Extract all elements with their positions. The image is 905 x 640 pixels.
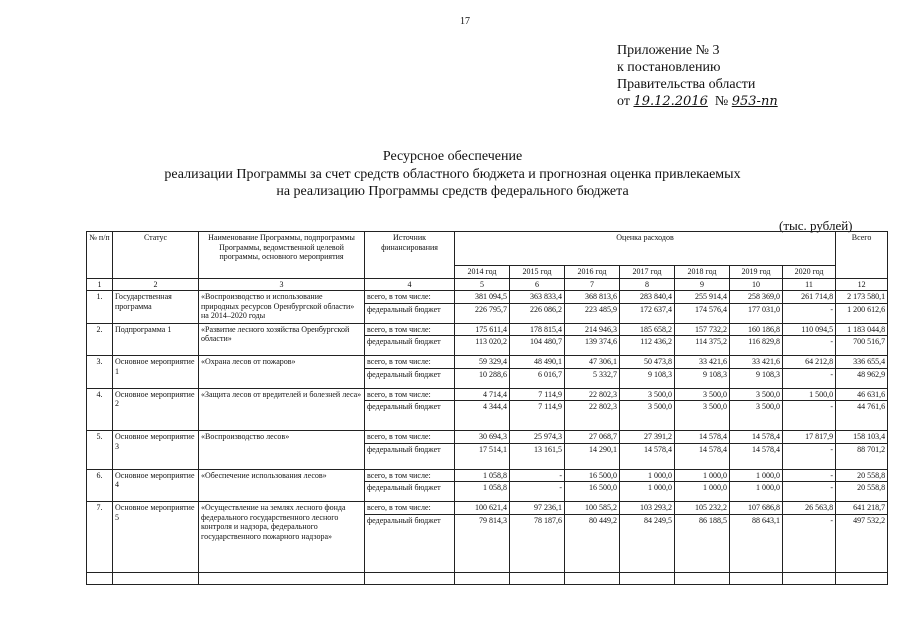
header-total: Всего [836,232,888,279]
value-cell: 14 290,1 [565,443,620,469]
col-number: 8 [620,278,675,291]
col-number: 9 [675,278,730,291]
header-row [87,232,888,266]
appendix-line-2: к постановлению [617,60,721,75]
value-cell: 223 485,9 [565,303,620,323]
row-number: 6. [87,469,113,502]
value-cell: 80 449,2 [565,514,620,572]
value-cell: 9 108,3 [620,368,675,388]
value-cell: 368 813,6 [565,291,620,304]
row-source: федеральный бюджет [365,443,455,469]
empty-cell [836,572,888,584]
year-cell: 2015 год [510,266,565,279]
value-cell: 226 086,2 [510,303,565,323]
value-cell: 283 840,4 [620,291,675,304]
title-line-2: реализации Программы за счет средств областного бюджета и прогнозная оценка привлекаемых [164,167,741,182]
value-cell: 139 374,6 [565,336,620,356]
value-cell: 59 329,4 [455,356,510,369]
value-cell: 112 436,2 [620,336,675,356]
value-cell: 30 694,3 [455,431,510,444]
value-cell: 33 421,6 [675,356,730,369]
year-cell: 2014 год [455,266,510,279]
table-row [87,323,888,336]
year-cell: 2019 год [730,266,783,279]
value-cell: 97 236,1 [510,502,565,515]
value-cell: 7 114,9 [510,388,565,401]
value-cell: - [783,482,836,502]
total-cell: 2 173 580,1 [836,291,888,304]
value-cell: 26 563,8 [783,502,836,515]
resource-table [86,231,888,585]
header-name: Наименование Программы, подпрограммы Программы, ведомственной целевой программы, основного мероприятия [199,232,365,279]
value-cell: 1 058,8 [455,469,510,482]
row-number: 7. [87,502,113,573]
value-cell: 261 714,8 [783,291,836,304]
date-prefix: от [617,94,630,109]
value-cell: - [783,469,836,482]
year-cell: 2016 год [565,266,620,279]
row-name: «Защита лесов от вредителей и болезней леса» [199,388,365,431]
title-line-1: Ресурсное обеспечение [382,149,523,164]
value-cell: 47 306,1 [565,356,620,369]
empty-cell [113,572,199,584]
value-cell: 157 732,2 [675,323,730,336]
header-num: № п/п [87,232,113,279]
value-cell: 64 212,8 [783,356,836,369]
total-cell: 700 516,7 [836,336,888,356]
header-estimate: Оценка расходов [455,232,836,266]
value-cell: 258 369,0 [730,291,783,304]
col-number: 3 [199,278,365,291]
value-cell: 1 500,0 [783,388,836,401]
row-source: всего, в том числе: [365,469,455,482]
year-cell: 2020 год [783,266,836,279]
value-cell: - [783,303,836,323]
table-row [87,431,888,444]
row-number: 2. [87,323,113,356]
row-status: Основное мероприятие 1 [113,356,199,389]
value-cell: 255 914,4 [675,291,730,304]
col-number: 6 [510,278,565,291]
empty-cell [365,572,455,584]
value-cell: 1 000,0 [675,482,730,502]
total-cell: 336 655,4 [836,356,888,369]
column-numbers-row [87,278,888,291]
total-cell: 88 701,2 [836,443,888,469]
row-name: «Развитие лесного хозяйства Оренбургской области» [199,323,365,356]
value-cell: 14 578,4 [620,443,675,469]
row-name: «Воспроизводство лесов» [199,431,365,470]
value-cell: 160 186,8 [730,323,783,336]
value-cell: 3 500,0 [620,388,675,401]
row-status: Основное мероприятие 4 [113,469,199,502]
handwritten-date: 19.12.2016 [633,94,708,109]
appendix-date-line [617,93,778,110]
value-cell: 5 332,7 [565,368,620,388]
value-cell: - [510,469,565,482]
empty-cell [510,572,565,584]
year-cell: 2018 год [675,266,730,279]
row-number: 4. [87,388,113,431]
col-number: 11 [783,278,836,291]
value-cell: 27 068,7 [565,431,620,444]
header-status: Статус [113,232,199,279]
value-cell: 363 833,4 [510,291,565,304]
empty-cell [455,572,510,584]
value-cell: 1 000,0 [730,482,783,502]
row-name: «Осуществление на землях лесного фонда федерального государственного лесного контроля и надзора, федерального государственного пожарного надзора» [199,502,365,573]
table-row [87,291,888,304]
value-cell: 174 576,4 [675,303,730,323]
value-cell: 177 031,0 [730,303,783,323]
value-cell: 3 500,0 [675,388,730,401]
empty-cell [675,572,730,584]
value-cell: 113 020,2 [455,336,510,356]
value-cell: - [783,336,836,356]
row-status: Основное мероприятие 5 [113,502,199,573]
title-line-3: на реализацию Программы средств федерального бюджета [276,184,629,199]
col-number: 5 [455,278,510,291]
value-cell: 185 658,2 [620,323,675,336]
col-number: 7 [565,278,620,291]
value-cell: 178 815,4 [510,323,565,336]
value-cell: - [783,514,836,572]
value-cell: 116 829,8 [730,336,783,356]
value-cell: 14 578,4 [675,443,730,469]
value-cell: 17 514,1 [455,443,510,469]
row-status: Основное мероприятие 3 [113,431,199,470]
row-status: Основное мероприятие 2 [113,388,199,431]
value-cell: 17 817,9 [783,431,836,444]
handwritten-number: 953-пп [731,94,778,109]
value-cell: 50 473,8 [620,356,675,369]
col-number: 10 [730,278,783,291]
appendix-line-3: Правительства области [617,77,756,92]
value-cell: 13 161,5 [510,443,565,469]
value-cell: 79 814,3 [455,514,510,572]
appendix-line-1: Приложение № 3 [617,43,720,58]
table-row [87,356,888,369]
value-cell: - [510,482,565,502]
value-cell: 114 375,2 [675,336,730,356]
value-cell: 381 094,5 [455,291,510,304]
value-cell: 27 391,2 [620,431,675,444]
total-cell: 20 558,8 [836,469,888,482]
value-cell: 4 714,4 [455,388,510,401]
row-source: федеральный бюджет [365,368,455,388]
value-cell: 14 578,4 [675,431,730,444]
value-cell: 110 094,5 [783,323,836,336]
value-cell: 107 686,8 [730,502,783,515]
row-source: федеральный бюджет [365,401,455,431]
value-cell: - [783,401,836,431]
empty-cell [620,572,675,584]
row-source: всего, в том числе: [365,291,455,304]
units-label: (тыс. рублей) [779,218,853,233]
total-cell: 1 200 612,6 [836,303,888,323]
value-cell: 3 500,0 [730,388,783,401]
value-cell: 214 946,3 [565,323,620,336]
value-cell: 3 500,0 [675,401,730,431]
page-number: 17 [460,16,470,27]
table-row [87,388,888,401]
value-cell: 3 500,0 [620,401,675,431]
row-source: всего, в том числе: [365,356,455,369]
value-cell: 1 058,8 [455,482,510,502]
col-number: 2 [113,278,199,291]
total-cell: 48 962,9 [836,368,888,388]
empty-cell [783,572,836,584]
table-row [87,469,888,482]
value-cell: 78 187,6 [510,514,565,572]
value-cell: 33 421,6 [730,356,783,369]
value-cell: 9 108,3 [730,368,783,388]
col-number: 1 [87,278,113,291]
appendix-block [617,42,778,110]
value-cell: 14 578,4 [730,443,783,469]
value-cell: 105 232,2 [675,502,730,515]
row-source: всего, в том числе: [365,388,455,401]
total-cell: 1 183 044,8 [836,323,888,336]
value-cell: 4 344,4 [455,401,510,431]
value-cell: 22 802,3 [565,401,620,431]
row-source: всего, в том числе: [365,431,455,444]
value-cell: 104 480,7 [510,336,565,356]
value-cell: 84 249,5 [620,514,675,572]
row-status: Государственная программа [113,291,199,324]
value-cell: 48 490,1 [510,356,565,369]
col-number: 12 [836,278,888,291]
col-number: 4 [365,278,455,291]
total-cell: 158 103,4 [836,431,888,444]
row-source: всего, в том числе: [365,323,455,336]
row-number: 3. [87,356,113,389]
value-cell: 14 578,4 [730,431,783,444]
row-number: 1. [87,291,113,324]
value-cell: 10 288,6 [455,368,510,388]
value-cell: 172 637,4 [620,303,675,323]
row-name: «Обеспечение использования лесов» [199,469,365,502]
year-cell: 2017 год [620,266,675,279]
value-cell: 16 500,0 [565,469,620,482]
table-body [87,232,888,585]
row-source: федеральный бюджет [365,303,455,323]
value-cell: - [783,368,836,388]
value-cell: 1 000,0 [620,482,675,502]
value-cell: 7 114,9 [510,401,565,431]
row-source: федеральный бюджет [365,514,455,572]
row-source: всего, в том числе: [365,502,455,515]
value-cell: 226 795,7 [455,303,510,323]
total-cell: 20 558,8 [836,482,888,502]
value-cell: 175 611,4 [455,323,510,336]
table-row [87,502,888,515]
value-cell: 1 000,0 [675,469,730,482]
empty-cell [87,572,113,584]
row-source: федеральный бюджет [365,336,455,356]
value-cell: 16 500,0 [565,482,620,502]
value-cell: 9 108,3 [675,368,730,388]
row-source: федеральный бюджет [365,482,455,502]
total-cell: 497 532,2 [836,514,888,572]
value-cell: 3 500,0 [730,401,783,431]
value-cell: 1 000,0 [620,469,675,482]
empty-cell [199,572,365,584]
value-cell: 86 188,5 [675,514,730,572]
value-cell: 6 016,7 [510,368,565,388]
value-cell: 22 802,3 [565,388,620,401]
value-cell: 88 643,1 [730,514,783,572]
row-status: Подпрограмма 1 [113,323,199,356]
total-cell: 44 761,6 [836,401,888,431]
total-cell: 46 631,6 [836,388,888,401]
row-name: «Воспроизводство и использование природных ресурсов Оренбургской области» на 2014–2020 годы [199,291,365,324]
empty-cell [730,572,783,584]
number-prefix: № [714,94,729,109]
value-cell: - [783,443,836,469]
header-source: Источник финансирования [365,232,455,279]
value-cell: 1 000,0 [730,469,783,482]
value-cell: 100 621,4 [455,502,510,515]
value-cell: 25 974,3 [510,431,565,444]
total-cell: 641 218,7 [836,502,888,515]
empty-row [87,572,888,584]
row-number: 5. [87,431,113,470]
empty-cell [565,572,620,584]
value-cell: 103 293,2 [620,502,675,515]
row-name: «Охрана лесов от пожаров» [199,356,365,389]
value-cell: 100 585,2 [565,502,620,515]
